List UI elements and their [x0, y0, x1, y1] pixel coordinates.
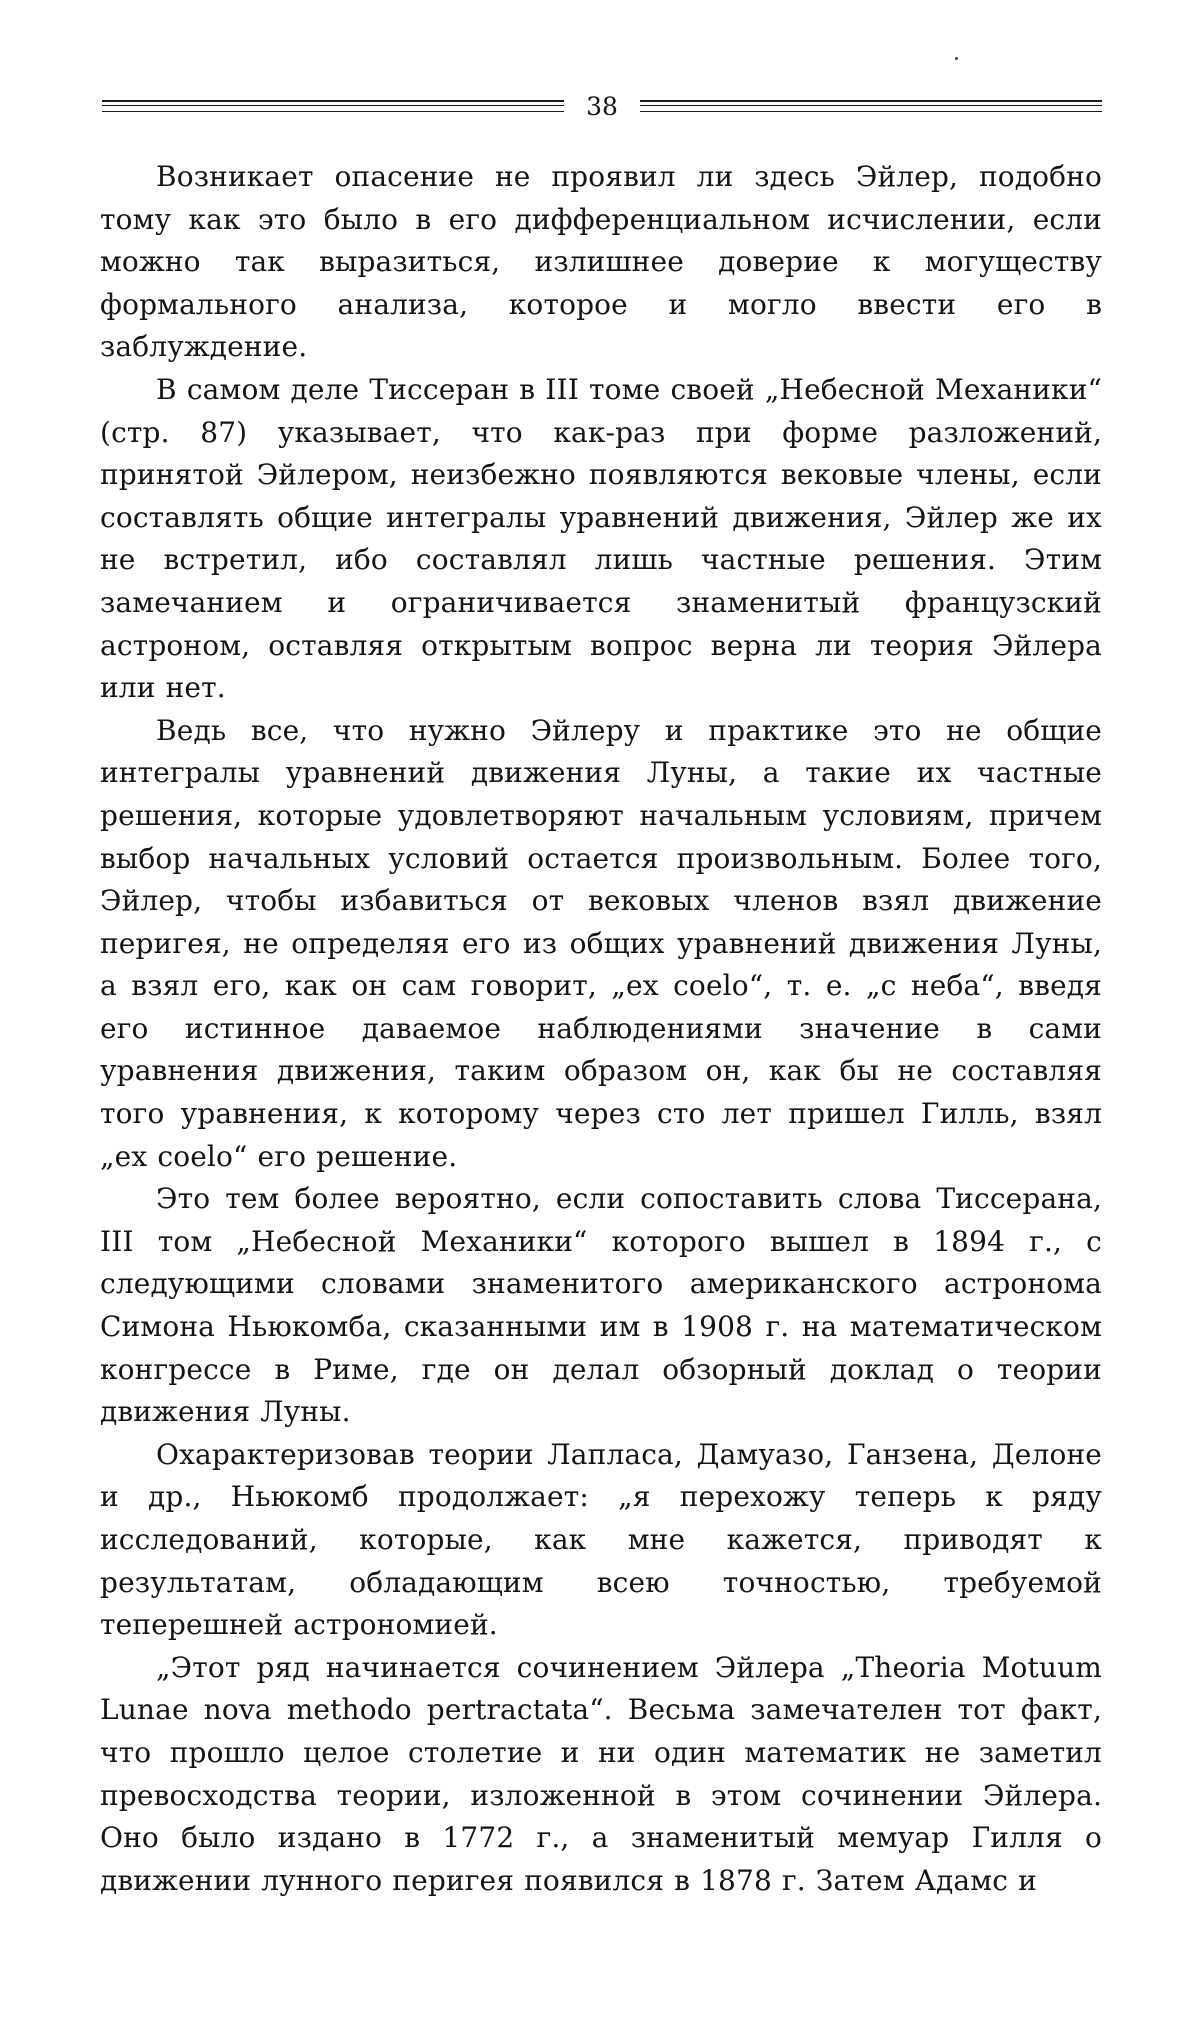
paragraph: Ведь все, что нужно Эйлеру и практике это не общие интегралы уравнений движения Луны, а такие их частные решения, которые удовлетворяют начальным условиям, причем выбор начальных условий остается произвольным. Более того, Эйлер, чтобы избавиться от вековых членов взял движение перигея, не определяя его из общих уравнений движения Луны, а взял его, как он сам говорит, „ex coelo“, т. е. „с неба“, введя его истинное даваемое наблюдениями значение в сами уравнения движения, таким образом он, как бы не составляя того уравнения, к которому через сто лет пришел Гилль, взял „ex coelo“ его решение.	[100, 713, 1102, 1173]
print-speck	[955, 57, 958, 60]
header-rule-left	[102, 100, 564, 114]
paragraph: В самом деле Тиссеран в III томе своей „Небесной Механики“ (стр. 87) указывает, что как-раз при форме разложений, принятой Эйлером, неизбежно появляются вековые члены, если составлять общие интегралы уравнений движения, Эйлер же их не встретил, ибо составлял лишь частные решения. Этим замечанием и ограничивается знаменитый французский астроном, оставляя открытым вопрос верна ли теория Эйлера или нет.	[100, 372, 1102, 705]
paragraph: Охарактеризовав теории Лапласа, Дамуазо, Ганзена, Делоне и др., Ньюкомб продолжает: „я перехожу теперь к ряду исследований, которые, как мне кажется, приводят к результатам, обладающим всею точностью, требуемой теперешней астрономией.	[100, 1437, 1102, 1642]
paragraph: Возникает опасение не проявил ли здесь Эйлер, подобно тому как это было в его дифференциальном исчислении, если можно так выразиться, излишнее доверие к могуществу формального анализа, которое и могло ввести его в заблуждение.	[100, 160, 1102, 364]
page-number: 38	[586, 92, 618, 121]
page-header	[102, 92, 1102, 124]
paragraph: „Этот ряд начинается сочинением Эйлера „Theoria Motuum Lunae nova methodo pertractata“. Весьма замечателен тот факт, что прошло целое столетие и ни один математик не заметил превосходства теории, изложенной в этом сочинении Эйлера. Оно было издано в 1772 г., а знаменитый мемуар Гилля о движении лунного перигея появился в 1878 г. Затем Адамс и	[100, 1650, 1102, 1897]
paragraph: Это тем более вероятно, если сопоставить слова Тиссерана, III том „Небесной Механики“ которого вышел в 1894 г., с следующими словами знаменитого американского астронома Симона Ньюкомба, сказанными им в 1908 г. на математическом конгрессе в Риме, где он делал обзорный доклад о теории движения Луны.	[100, 1182, 1102, 1429]
body-text	[100, 156, 1102, 1902]
header-rule-right	[640, 100, 1102, 114]
